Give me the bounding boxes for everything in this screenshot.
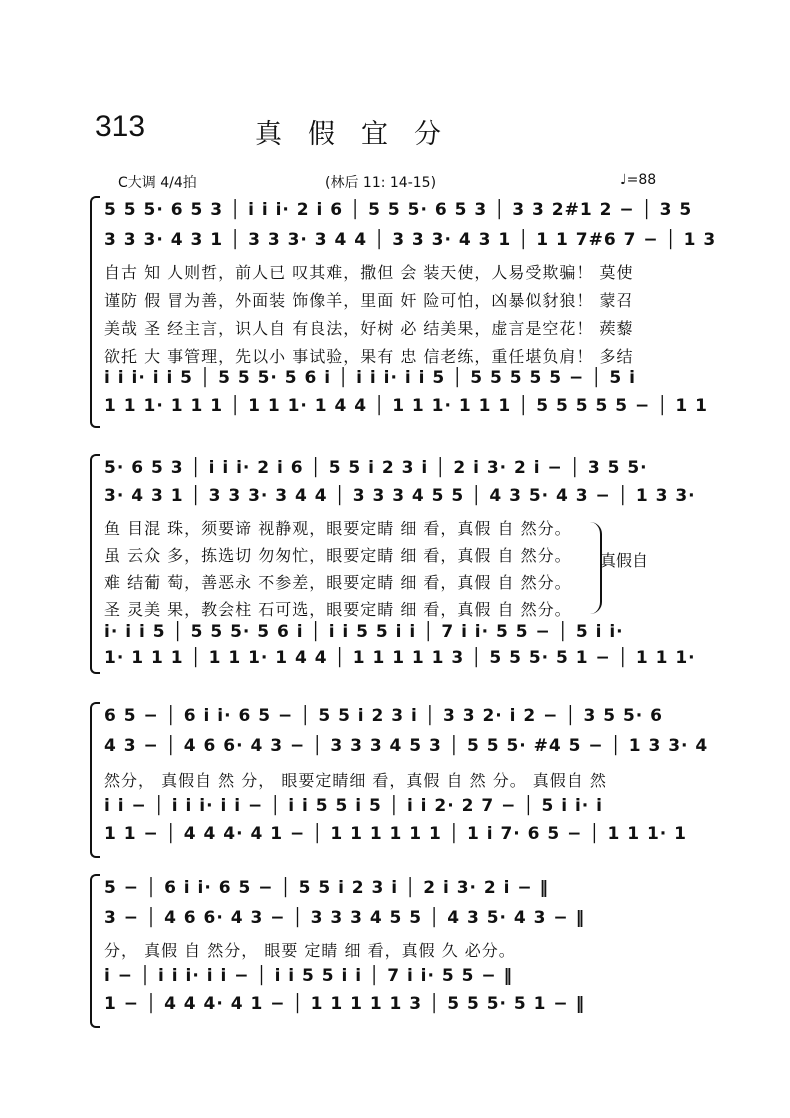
bass-line: 1 − │ 4 4 4· 4 1 − │ 1 1 1 1 1 3 │ 5 5 5· 5 1 − ‖ (104, 994, 586, 1014)
system-brace (90, 454, 100, 674)
score-system-3 (90, 702, 709, 854)
lyric-verse-2: 谨防 假 冒为善，外面装 饰像羊，里面 奸 险可怕，凶暴似豺狼！ 蒙召 (104, 291, 634, 310)
alto-line: 3· 4 3 1 │ 3 3 3· 3 4 4 │ 3 3 3 4 5 5 │ 4 3 5· 4 3 − │ 1 3 3· (104, 486, 696, 506)
soprano-line: 5· 6 5 3 │ i i i· 2 i 6 │ 5 5 i 2 3 i │ 2 i 3· 2 i − │ 3 5 5· (104, 458, 648, 478)
lyric-verse-4: 欲托 大 事管理，先以小 事试验，果有 忠 信老练，重任堪负肩！ 多结 (104, 347, 634, 366)
lyric-line: 分， 真假 自 然分， 眼要 定睛 细 看，真假 久 必分。 (104, 941, 516, 960)
key-signature: C大调 4/4拍 (118, 175, 197, 191)
tenor-line: i· i i 5 │ 5 5 5· 5 6 i │ i i 5 5 i i │ 7 i i· 5 5 − │ 5 i i· (104, 622, 624, 642)
alto-line: 3 − │ 4 6 6· 4 3 − │ 3 3 3 4 5 5 │ 4 3 5· 4 3 − ‖ (104, 908, 586, 928)
hymn-title: 真假宜分 (255, 119, 467, 150)
refrain-lead: 真假自 (600, 551, 649, 570)
system-brace (90, 196, 100, 428)
lyric-verse-3: 美哉 圣 经主言，识人自 有良法，好树 必 结美果，虚言是空花！ 蒺藜 (104, 319, 634, 338)
tenor-line: i i i· i i 5 │ 5 5 5· 5 6 i │ i i i· i i 5 │ 5 5 5 5 5 − │ 5 i (104, 368, 636, 388)
alto-line: 4 3 − │ 4 6 6· 4 3 − │ 3 3 3 4 5 3 │ 5 5 5· #4 5 − │ 1 3 3· 4 (104, 736, 709, 756)
bass-line: 1 1 1· 1 1 1 │ 1 1 1· 1 4 4 │ 1 1 1· 1 1 1 │ 5 5 5 5 5 − │ 1 1 (104, 396, 708, 416)
lyric-verse-1: 鱼 目混 珠，须要谛 视静观，眼要定睛 细 看，真假 自 然分。 (104, 519, 572, 538)
soprano-line: 5 − │ 6 i i· 6 5 − │ 5 5 i 2 3 i │ 2 i 3· 2 i − ‖ (104, 878, 550, 898)
soprano-line: 6 5 − │ 6 i i· 6 5 − │ 5 5 i 2 3 i │ 3 3 2· i 2 − │ 3 5 5· 6 (104, 706, 663, 726)
bass-line: 1 1 − │ 4 4 4· 4 1 − │ 1 1 1 1 1 1 │ 1 i 7· 6 5 − │ 1 1 1· 1 (104, 824, 687, 844)
tempo-marking: ♩=88 (620, 172, 657, 188)
tenor-line: i − │ i i i· i i − │ i i 5 5 i i │ 7 i i· 5 5 − ‖ (104, 966, 514, 986)
hymn-number: 313 (95, 110, 146, 143)
score-system-4 (90, 874, 700, 1024)
lyric-verse-3: 难 结葡 萄，善恶永 不参差，眼要定睛 细 看，真假 自 然分。 (104, 573, 572, 592)
tenor-line: i i − │ i i i· i i − │ i i 5 5 i 5 │ i i 2· 2 7 − │ 5 i i· i (104, 796, 603, 816)
system-brace (90, 702, 100, 858)
alto-line: 3 3 3· 4 3 1 │ 3 3 3· 3 4 4 │ 3 3 3· 4 3 1 │ 1 1 7#6 7 − │ 1 3 (104, 230, 717, 250)
lyric-verse-1: 自古 知 人则哲，前人已 叹其难，撒但 会 装天使，人易受欺骗！ 莫使 (104, 263, 634, 282)
scripture-reference: (林后 11: 14-15) (325, 175, 437, 191)
bass-line: 1· 1 1 1 │ 1 1 1· 1 4 4 │ 1 1 1 1 1 3 │ 5 5 5· 5 1 − │ 1 1 1· (104, 648, 696, 668)
lyric-verse-4: 圣 灵美 果，教会柱 石可选，眼要定睛 细 看，真假 自 然分。 (104, 600, 572, 619)
soprano-line: 5 5 5· 6 5 3 │ i i i· 2 i 6 │ 5 5 5· 6 5 3 │ 3 3 2#1 2 − │ 3 5 (104, 200, 693, 220)
system-brace (90, 874, 100, 1028)
lyric-line: 然分， 真假自 然 分， 眼要定睛细 看，真假 自 然 分。 真假自 然 (104, 771, 607, 790)
lyric-verse-2: 虽 云众 多，拣选切 勿匆忙，眼要定睛 细 看，真假 自 然分。 (104, 546, 572, 565)
score-system-1 (90, 196, 717, 424)
